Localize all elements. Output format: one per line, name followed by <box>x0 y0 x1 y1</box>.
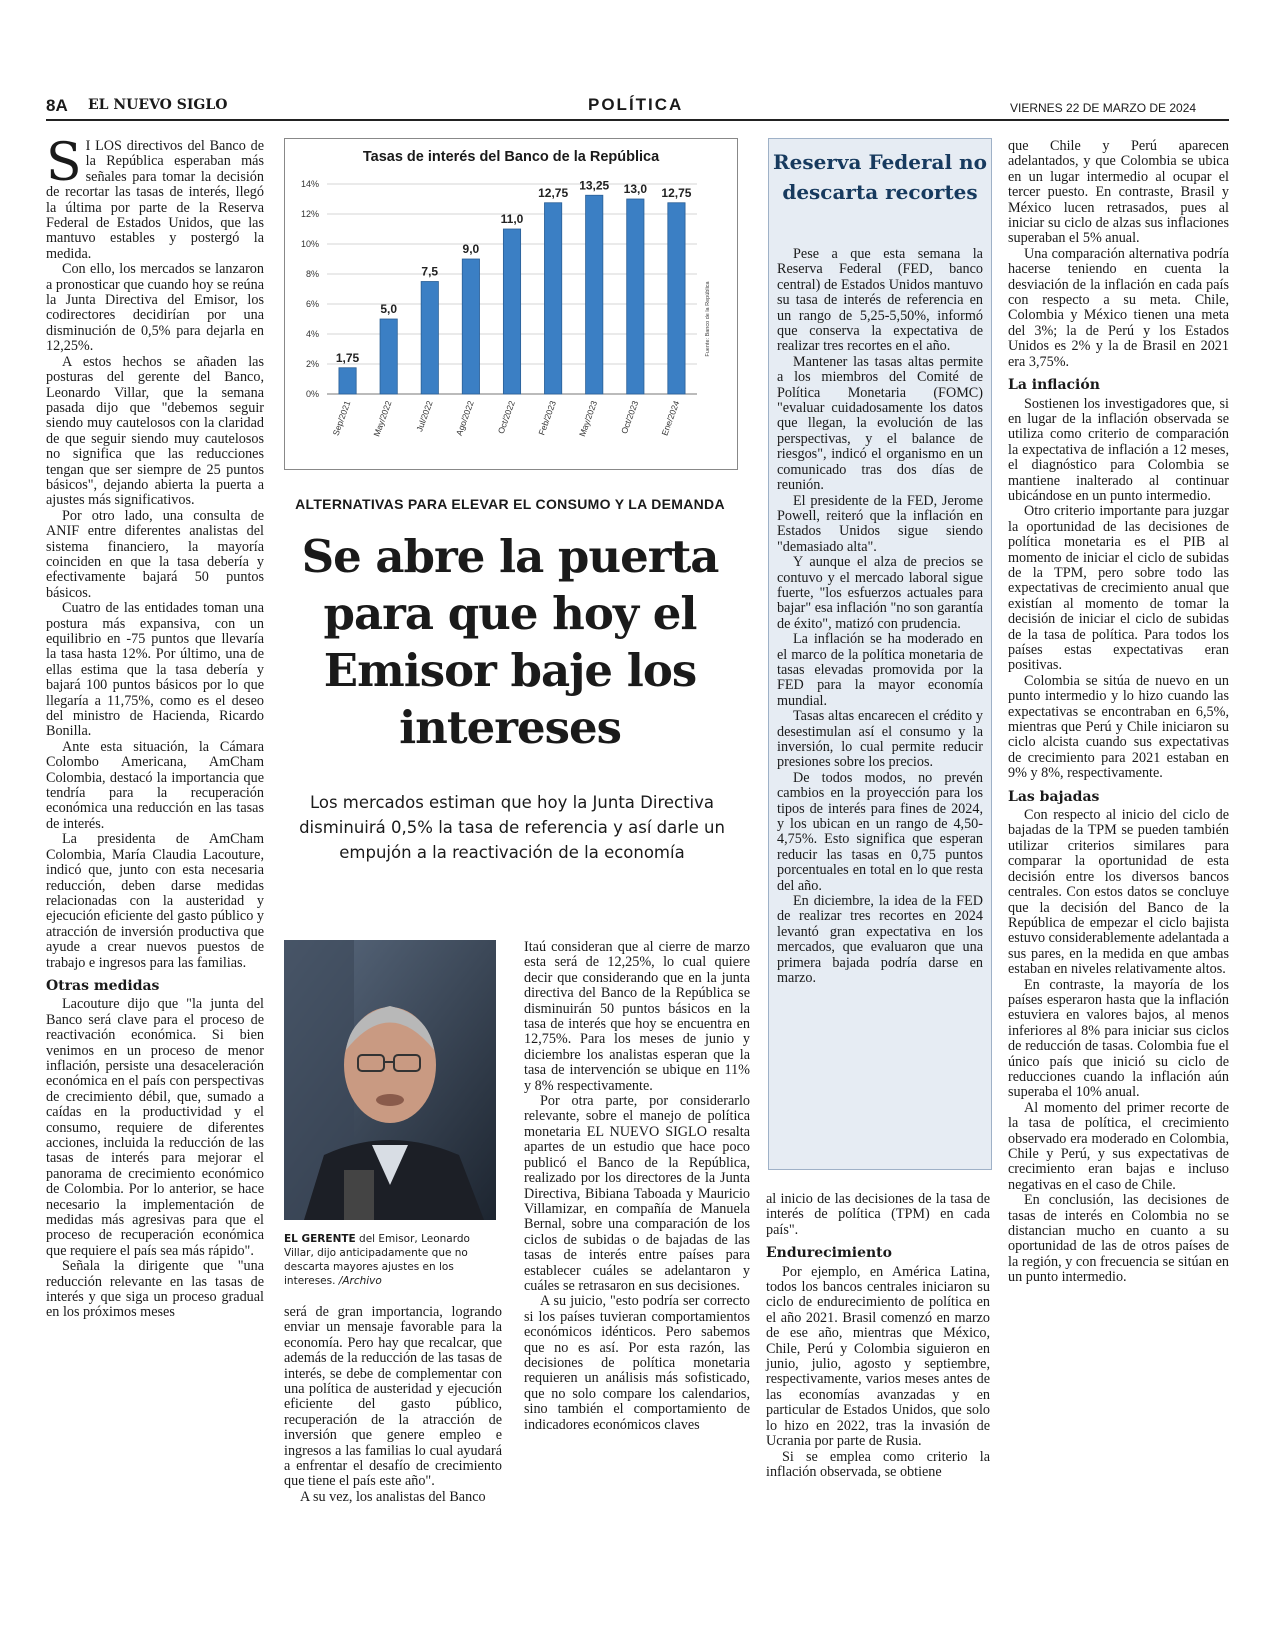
newspaper-name: EL NUEVO SIGLO <box>88 97 228 113</box>
paragraph: Y aunque el alza de precios se contuvo y el mercado laboral sigue fuerte, "los esfuerzos actuales para bajar" esa inflación "no son garantía de éxito", matizó con prudencia. <box>777 554 983 632</box>
y-tick-label: 0% <box>305 389 319 399</box>
x-tick-label: Oct/2023 <box>619 399 641 436</box>
article-headline: Se abre la puerta para que hoy el Emisor baje los intereses <box>301 530 719 754</box>
subhead-la-inflacion: La inflación <box>1008 377 1100 394</box>
paragraph: Otro criterio importante para juzgar la oportunidad de las decisiones de política monetaria es el PIB al momento de iniciar el ciclo de subidas de la TPM, pero sobre todo las expectativas de crecimiento anual que existían al momento de tomar la decisión de iniciar el ciclo de subidas de la tasa de política. Para todos los países estas expectativas eran positivas. <box>1008 503 1229 674</box>
lead-paragraph <box>46 133 264 262</box>
column-4-continuation: al inicio de las decisiones de la tasa de interés de política (TPM) en cada país". <box>766 1191 990 1238</box>
paragraph: Tasas altas encarecen el crédito y desestimulan así el consumo y la inversión, lo cual permite reducir presiones sobre los precios. <box>777 708 983 771</box>
paragraph: En conclusión, las decisiones de tasas de interés en Colombia no se distancian mucho en cuanto a su oportunidad de las de otros países de la región, y con frecuencia se sitúan en un punto intermedio. <box>1008 1192 1229 1286</box>
x-tick-label: Ago/2022 <box>453 399 476 437</box>
paragraph: Pese a que esta semana la Reserva Federal (FED, banco central) de Estados Unidos mantuvo su tasa de interés de referencia en un rango de 5,25-5,50%, informó que conserva la expectativa de realizar tres recortes en el año. <box>777 246 983 355</box>
bar <box>421 282 438 395</box>
column-5-continuation: que Chile y Perú aparecen adelantados, y que Colombia se ubica en un lugar intermedio al ocupar el tercer puesto. En contraste, Brasil y México lucen retrasados, pues al iniciar su ciclo de alzas sus inflaciones superaban el 5% anual. <box>1008 138 1229 247</box>
paragraph: Por otro lado, una consulta de ANIF entre diferentes analistas del sistema financiero, la mayoría coinciden en que la tasa debería y efectivamente bajará 50 puntos básicos. <box>46 507 264 601</box>
article-deck: Los mercados estiman que hoy la Junta Directiva disminuirá 0,5% la tasa de referencia y así darle un empujón a la reactivación de la economía <box>299 793 725 862</box>
paragraph: será de gran importancia, logrando enviar un mensaje favorable para la economía. Pero hay que recalcar, que además de la reducción de las tasas de interés, se debe de complementar con una política de austeridad y ejecución eficiente del gasto público, recuperación de la atracción de inversión que genere empleo e ingresos a las familias lo cual ayudará a enfrentar el desafío de crecimiento que tiene el país este año". <box>284 1304 502 1490</box>
paragraph: Si se emplea como criterio la inflación observada, se obtiene <box>766 1448 990 1480</box>
column-1-paragraphs <box>46 262 264 971</box>
data-label: 5,0 <box>380 302 398 316</box>
column-5-bajadas-paragraphs <box>1008 808 1229 1286</box>
data-label: 1,75 <box>335 350 360 365</box>
article-kicker: ALTERNATIVAS PARA ELEVAR EL CONSUMO Y LA DEMANDA <box>295 496 725 512</box>
drop-cap: S <box>46 133 82 193</box>
sidebar-title: Reserva Federal no descarta recortes <box>773 150 987 204</box>
data-label: 7,5 <box>421 264 439 279</box>
bar <box>627 199 644 394</box>
y-tick-label: 6% <box>305 299 319 309</box>
issue-date: VIERNES 22 DE MARZO DE 2024 <box>1010 101 1197 115</box>
paragraph: La presidenta de AmCham Colombia, María Claudia Lacouture, indicó que, junto con esta necesaria reducción, deben darse medidas relacionadas con la austeridad y ejecución eficiente del gasto público y atracción de inversión productiva que ayude a crear nuevos puestos de trabajo e ingresos para las familias. <box>46 831 264 971</box>
paragraph: En contraste, la mayoría de los países esperaron hasta que la inflación estuviera en valores bajos, al menos inferiores al 8% para iniciar sus ciclos de reducción de tasas. Colombia fue el único país que inició su ciclo de reducciones cuando la inflación aún superaba el 10% anual. <box>1008 976 1229 1101</box>
paragraph: Lacouture dijo que "la junta del Banco será clave para el proceso de reactivación económica. Si bien venimos en un proceso de menor inflación, persiste una desaceleración económica en el país con perspectivas de crecimiento débil, que, sumado a caídas en la productividad y el consumo, requiere de diferentes acciones, incluida la reducción de las tasas de interés para mejorar el panorama de crecimiento económico de Colombia. Por lo anterior, se hace necesario la implementación de medidas más agresivas para que el proceso de recuperación económica que requiere el país sea más rápido". <box>46 996 264 1259</box>
paragraph: Cuatro de las entidades toman una postura más expansiva, con un equilibrio en -75 puntos que llevaría la tasa hasta 12%. Por último, una de ellas estima que la tasa debería y bajará 100 puntos básicos por lo que llegaría a 11,75%, como es el deseo del ministro de Hacienda, Ricardo Bonilla. <box>46 600 264 740</box>
portrait-image <box>284 940 496 1220</box>
lead-text: I LOS directivos del Banco de la República esperaban más señales para tomar la decisión de recortar las tasas de interés, llegó la última por parte de la Reserva Federal de Estados Unidos, que las mantuvo estables y postergó la medida. <box>46 138 264 262</box>
paragraph: A su vez, los analistas del Banco <box>300 1488 486 1505</box>
bar <box>462 259 479 394</box>
paragraph: Por otra parte, por considerarlo relevante, sobre el manejo de política monetaria EL NUEVO SIGLO resalta apartes de un estudio que hace poco publicó el Banco de la República, realizado por los directores de la Junta Directiva, Bibiana Taboada y Mauricio Villamizar, en compañía de Manuela Bernal, sobre una comparación de los ciclos de subidas o de bajadas de las tasas de interés entre países para establecer cuáles se adelantaron y cuáles se retrasaron en sus decisiones. <box>524 1093 750 1294</box>
paragraph: Con respecto al inicio del ciclo de bajadas de la TPM se pueden también utilizar criterios similares para comparar la oportunidad de esta decisión entre los diversos bancos centrales. Con estos datos se concluye que la decisión del Banco de la República de empezar el ciclo bajista estuvo considerablemente adelantada a sus pares, en la medida en que ambas estaban en niveles relativamente altos. <box>1008 807 1229 978</box>
paragraph: Mantener las tasas altas permite a los miembros del Comité de Política Monetaria (FOMC) "evaluar cuidadosamente los datos que llegan, la evolución de las perspectivas, y el balance de riesgos", indicó el organismo en un comunicado tras dos días de reunión. <box>777 353 983 494</box>
bar <box>668 203 685 394</box>
x-tick-label: Sep/2021 <box>330 399 353 437</box>
bar <box>544 203 561 394</box>
paragraph: Con ello, los mercados se lanzaron a pronosticar que cuando hoy se reúna la Junta Directiva del Emisor, los codirectores decidirían por una disminución de 0,5% para dejarla en 12,25%. <box>46 261 264 355</box>
paragraph: Señala la dirigente que "una reducción relevante en las tasas de interés y que siga un proceso gradual en los próximos meses <box>46 1258 264 1321</box>
paragraph: Itaú consideran que al cierre de marzo esta será de 12,25%, lo cual quiere decir que considerando que en la junta directiva del Banco de la República se disminuirán 50 puntos básicos en la tasa de interés que hoy se encuentra en 12,75%. Para los meses de junio y diciembre los analistas esperan que la tasa de intervención se ubique en 11% y 8% respectivamente. <box>524 939 750 1094</box>
bar <box>503 229 520 394</box>
paragraph: De todos modos, no prevén cambios en la proyección para los tipos de interés para fines de 2024, y los ubican en un rango de 4,50-4,75%. Esto significa que esperan reducir las tasas en 0,75 puntos porcentuales en total en lo que resta del año. <box>777 769 983 894</box>
bar <box>339 368 356 394</box>
caption-credit: /Archivo <box>335 1275 382 1287</box>
interest-rate-chart <box>284 138 738 470</box>
photo-caption <box>284 1232 500 1288</box>
column-4-paragraphs <box>766 1265 990 1481</box>
column-5-paragraph: Una comparación alternativa podría hacerse teniendo en cuenta la desviación de la inflación en cada país con respecto a su meta. Chile, Colombia y México tienen una meta del 3%; la de Perú y los Estados Unidos es 2% y la de Brasil en 2021 era 3,75%. <box>1008 245 1229 370</box>
y-tick-label: 4% <box>305 329 319 339</box>
y-tick-label: 2% <box>305 359 319 369</box>
paragraph: Ante esta situación, la Cámara Colombo Americana, AmCham Colombia, destacó la importancia que tendría para la recuperación económica una reducción en las tasas de interés. <box>46 738 264 832</box>
data-label: 9,0 <box>462 242 480 256</box>
y-tick-label: 12% <box>300 209 319 219</box>
article-column-2 <box>284 1305 502 1505</box>
x-tick-label: Oct/2022 <box>495 399 517 436</box>
chart-plot <box>285 139 737 469</box>
x-tick-label: May/2022 <box>371 399 394 438</box>
article-column-5 <box>1008 139 1229 1286</box>
bar <box>380 319 397 394</box>
chart-source: Fuente: Banco de la República <box>705 281 711 357</box>
paragraph: Sostienen los investigadores que, si en lugar de la inflación observada se utiliza como criterio de comparación la expectativa de inflación a 12 meses, el diagnóstico para Colombia se mantiene inalterado al continuar ubicándose en un punto intermedio. <box>1008 395 1229 504</box>
chart-title: Tasas de interés del Banco de la República <box>362 149 660 165</box>
caption-text: del Emisor, Leonardo Villar, dijo anticipadamente que no descarta mayores ajustes en los intereses. <box>284 1233 470 1287</box>
subhead-las-bajadas: Las bajadas <box>1008 788 1100 805</box>
paragraph: En diciembre, la idea de la FED de realizar tres recortes en 2024 levantó gran expectativa en los mercados, que evaluaron que una primera bajada podría darse en marzo. <box>777 893 983 987</box>
section-name: POLÍTICA <box>588 95 684 114</box>
caption-lead: EL GERENTE <box>284 1233 356 1245</box>
x-tick-label: May/2023 <box>576 399 600 438</box>
sidebar-box-reserva-federal <box>768 138 992 1170</box>
paragraph: A estos hechos se añaden las posturas del gerente del Banco, Leonardo Villar, que la semana pasada dijo que "debemos seguir siendo muy cautelosos con la claridad de que seguir siendo muy cautelosos no significa que las reducciones tengan que ser siempre de 25 puntos básicos", dejando abierta la puerta a ajustes más significativos. <box>46 353 264 509</box>
paragraph: Por ejemplo, en América Latina, todos los bancos centrales iniciaron su ciclo de endurecimiento de política en el año 2021. Brasil comenzó en marzo de ese año, mientras que México, Chile, Perú y Colombia siguieron en junio, julio, agosto y septiembre, respectivamente, varios meses antes de las economías avanzadas y en particular de Estados Unidos, que solo lo hizo en 2022, tras la invasión de Ucrania por parte de Rusia. <box>766 1263 990 1450</box>
x-tick-label: Ene/2024 <box>659 399 682 437</box>
bar <box>586 195 603 394</box>
data-label: 12,75 <box>661 185 692 200</box>
data-label: 13,0 <box>623 182 648 196</box>
x-tick-label: Feb/2023 <box>536 399 558 437</box>
data-label: 12,75 <box>538 185 569 200</box>
photo-leonardo-villar <box>284 940 496 1220</box>
paragraph: Al momento del primer recorte de la tasa de política, el crecimiento observado era moderado en Colombia, Chile y Perú, y sus expectativas de crecimiento eran bajas e incluso negativas en el caso de Chile. <box>1008 1099 1229 1193</box>
subhead-endurecimiento: Endurecimiento <box>766 1245 892 1262</box>
y-tick-label: 8% <box>305 269 319 279</box>
subhead-otras-medidas: Otras medidas <box>46 977 160 994</box>
paragraph: Colombia se sitúa de nuevo en un punto intermedio y lo hizo cuando las expectativas se encontraban en 6,5%, mientras que Perú y Chile iniciaron su ciclo alcista cuando sus expectativas de crecimiento para 2021 estaban en 9% y 8%, respectivamente. <box>1008 672 1229 782</box>
sidebar-paragraphs <box>777 247 983 987</box>
data-label: 11,0 <box>500 212 524 226</box>
header-rule <box>46 119 1229 121</box>
column-5-inflacion-paragraphs <box>1008 397 1229 782</box>
data-label: 13,25 <box>579 178 610 193</box>
paragraph: La inflación se ha moderado en el marco de la política monetaria de tasas elevadas promovida por la FED para la mayor economía mundial. <box>777 631 983 709</box>
paragraph: El presidente de la FED, Jerome Powell, reiteró que la inflación en Estados Unidos sigue siendo "demasiado alta". <box>777 492 983 555</box>
article-column-3 <box>524 940 750 1433</box>
article-column-1 <box>46 133 264 1321</box>
column-1-after-paragraphs <box>46 997 264 1321</box>
x-tick-label: Jul/2022 <box>414 399 435 433</box>
y-tick-label: 14% <box>300 179 319 189</box>
y-tick-label: 10% <box>300 239 319 249</box>
paragraph: A su juicio, "esto podría ser correcto si los países tuvieran comportamientos económicos idénticos. Pero sabemos que no es así. Por esta razón, las decisiones de política monetaria requieren un análisis más sofisticado, que no solo compare los calendarios, sino también el comportamiento de indicadores económicos claves <box>524 1293 750 1433</box>
page-number: 8A <box>46 96 68 115</box>
article-column-4 <box>766 1192 990 1480</box>
